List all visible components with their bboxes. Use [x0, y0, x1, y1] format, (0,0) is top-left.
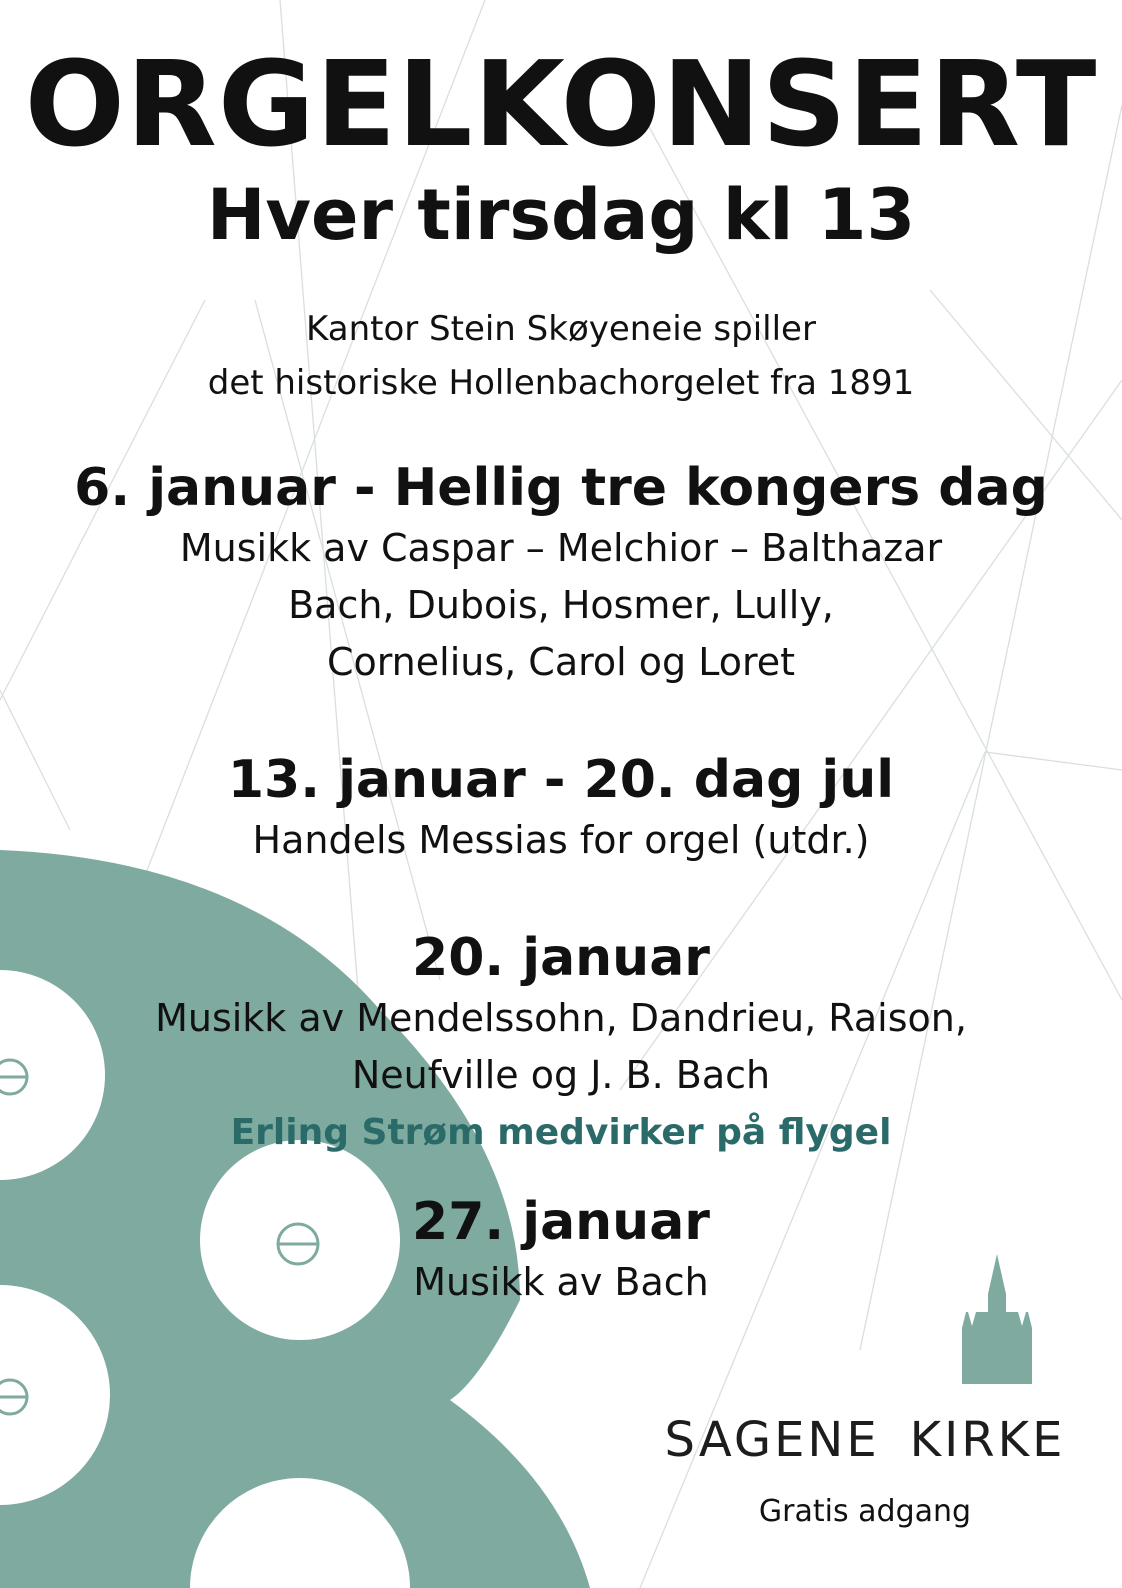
- event-line: Musikk av Caspar – Melchior – Balthazar: [179, 526, 943, 570]
- church-name-part: SAGENE: [664, 1412, 880, 1468]
- event-jan-27: [0, 1190, 1122, 1311]
- church-logo-icon: [962, 1254, 1032, 1384]
- intro-line: det historiske Hollenbachorgelet fra 1891: [207, 363, 915, 403]
- church-name: [640, 1410, 1090, 1470]
- admission-text: Gratis adgang: [758, 1494, 972, 1529]
- poster-subtitle: Hver tirsdag kl 13: [206, 174, 916, 256]
- event-jan-13: [0, 748, 1122, 869]
- event-heading: 13. januar - 20. dag jul: [227, 750, 895, 810]
- event-line: Handels Messias for orgel (utdr.): [252, 818, 870, 862]
- event-heading: 20. januar: [412, 928, 710, 988]
- event-jan-20: [0, 926, 1122, 1161]
- event-heading: 27. januar: [412, 1192, 710, 1252]
- event-heading: 6. januar - Hellig tre kongers dag: [74, 458, 1048, 518]
- event-line: Bach, Dubois, Hosmer, Lully,: [288, 583, 834, 627]
- event-jan-6: [0, 456, 1122, 691]
- intro-line: Kantor Stein Skøyeneie spiller: [306, 309, 816, 349]
- event-line: Musikk av Mendelssohn, Dandrieu, Raison,: [155, 996, 967, 1040]
- intro-text: [0, 302, 1122, 410]
- event-line: Musikk av Bach: [413, 1260, 709, 1304]
- church-name-part: KIRKE: [909, 1412, 1066, 1468]
- event-line: Cornelius, Carol og Loret: [326, 640, 796, 684]
- poster-title: ORGELKONSERT: [24, 35, 1098, 173]
- event-highlight: Erling Strøm medvirker på flygel: [230, 1112, 892, 1153]
- event-line: Neufville og J. B. Bach: [351, 1053, 771, 1097]
